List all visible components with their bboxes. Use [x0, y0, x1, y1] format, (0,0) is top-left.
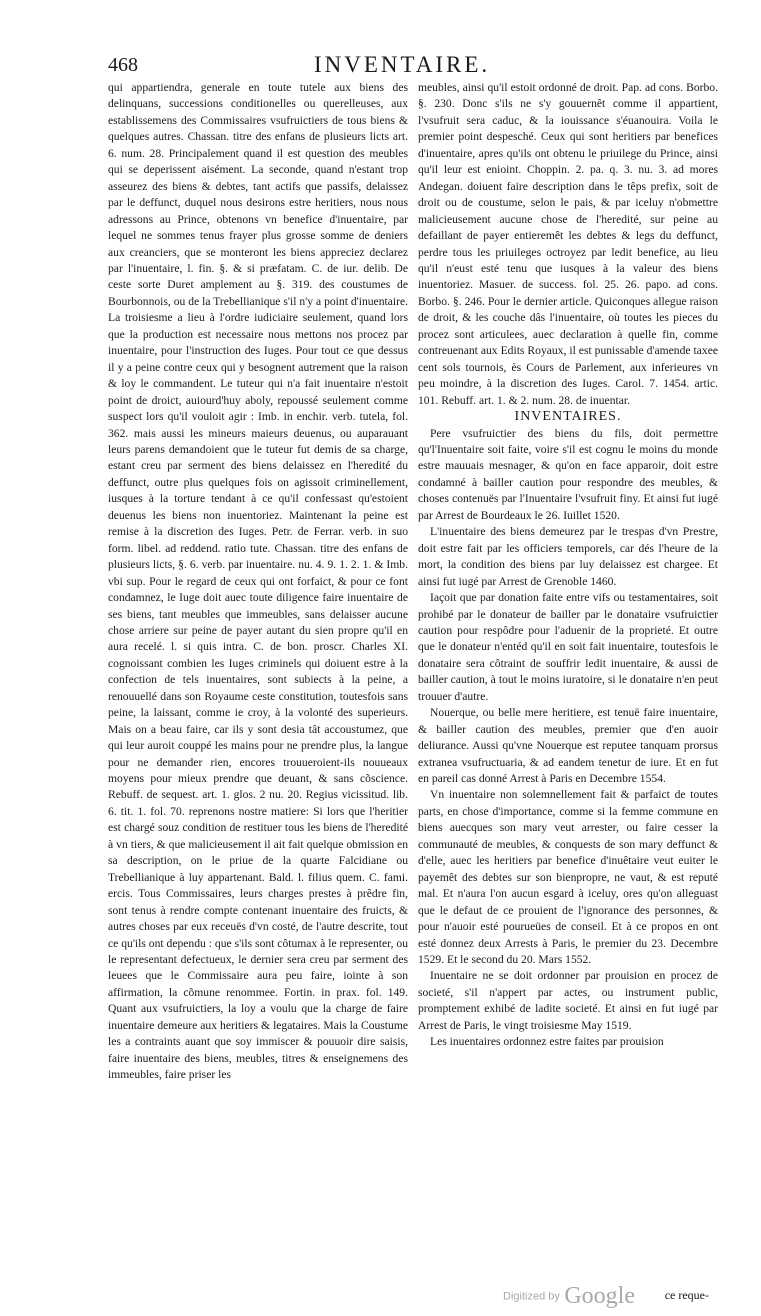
entry-paragraph: Vn inuentaire non solemnellement fait & parfaict de toutes parts, en chose d'importance, comme si la femme commune en biens auecques son mary veut arrester, ou faire cesser la communauté de meubles, & conquests de son mary deffunct & d'elle, auec les heritiers par benefice d'inuêtaire veut euiter le payemêt des debtes sur son bienpropre, ne vaut, & est reputé mal. Et n'aura l'on aucun esgard à iceluy, ores qu'on alleguast que le defaut de ce prouient de l'ignorance des personnes, & pour n'auoir esté pourueües de conseil. Et à ce propos en ont esté donnez deux Arrests à Paris, le premier du 23. Decembre 1529. Et le second du 20. Mars 1552. [418, 788, 718, 967]
google-logo: Google [564, 1283, 635, 1309]
left-column-paragraph: qui appartiendra, generale en toute tutele aux biens des delinquans, successions conditionelles ou querelleuses, aux establissemens des Commissaires vsufruictiers de tous biens & quelques autres. Chassan. titre des enfans de plusieurs licts art. 6. num. 28. Principalement quand il est question des meubles qui se deperissent aisément. La seconde, quand n'estant trop asseurez des biens & debtes, tant actifs que passifs, delaissez par le deffunct, duquel nous desirons estre heritiers, nous nous adressons au Prince, obtenons vn benefice d'inuentaire, par lequel ne sommes tenus frayer plus grosse somme de deniers aux creanciers, que se monteront les biens appreciez declarez par l'inuentaire, l. fin. §. & si præfatam. C. de iur. delib. De ceste sorte Duret amplement au §. 319. des coustumes de Bourbonnois, ou de la Trebellianique s'il n'y a point d'inuentaire. La troisiesme a lieu à l'ordre iudiciaire seulement, quand lors que la production est necessaire nous mettons nos procez par inuentaire, pour l'instruction des Iuges. Pour tout ce que dessus il y a peine contre ceux qui y besognent autrement que la raison & loy le commandent. Le tuteur qui n'a fait inuentaire n'estoit point de droict, auiourd'huy aboly, repoussé seulement comme suspect lors qu'il vouloit agir : Imb. in enchir. verb. tutela, fol. 362. mais aussi les mineurs maieurs deuenus, ou auparauant leurs parens demandoient que le tuteur fut demis de sa charge, estant creu par serment des biens delaissez en l'heredité du deffunct, outre plus quelques fois on agissoit criminellement, iusques à la torture tendant à ce qu'il confessast qu'estoient deuenus les biens non inuentoriez. Maintenant la peine est remise à la discretion des Iuges. Petr. de Ferrar. verb. in suo form. libel. ad reddend. ratio tute. Chassan. titre des enfans de plusieurs licts, §. 6. verb. par inuentaire. nu. 4. 9. 1. 2. 1. & Imb. vbi sup. Pour le regard de ceux qui ont forfaict, & pour ce font condamnez, le Iuge doit auec toute diligence faire inuentaire de ses biens, tant meubles que immeubles, sans delaisser aucune chose arriere sur peine de payer autant du sien propre qu'il en aura recelé. l. si quis intra. C. de bon. proscr. Charles XI. cognoissant combien les Iuges criminels qui doiuent estre à la confection de tels inuentaires, sont subiects à la peine, a renouuellé dans son Royaume ceste constitution, toutesfois sans peine, la laissant, comme ie croy, à la volonté des superieurs. Mais on a beau faire, car ils y sont desia tât accoustumez, que qui leur auroit couppé les mains pour ne prendre plus, la langue pour ne demander rien, encores trouueroient-ils nouueaux moyens pour mieux prendre que deuant, & sans cõscience. Rebuff. de sequest. art. 1. glos. 2 nu. 20. Regius vicissitud. lib. 6. tit. 1. fol. 70. reprenons nostre matiere: Si lors que l'heritier est chargé souz condition de restituer tous les biens de l'heredité à vn tiers, & que malicieusement il ait fait quelque obmission en sa description, on le priue de la quarte Falcidiane ou Trebellianique à luy appartenant. Bald. l. filius quem. C. fami. ercis. Tous Commissaires, leurs charges prestes à prêdre fin, sont tenus à rendre compte contenant inuentaire des fruicts, & autres choses par eux receuës d'vn costé, de l'autre descrite, tout ce qu'ils ont dependu : que s'ils sont côtumax à le representer, ou le representant defectueux, le dernier sera creu par serment des leuees que le Commissaire aura peu faire, iointe à son affirmation, la cõmune renommee. Fortin. in prax. fol. 149. Quant aux vsufruictiers, la loy a voulu que la charge de faire inuentaire demeure aux heritiers & legataires. Mais la Coustume les a contraints auant que soy immiscer & pouuoir dire saisis, faire inuentaire des biens, meubles, titres & enseignemens des immeubles, faire priser les [108, 81, 408, 1082]
entries-block [418, 426, 718, 1051]
right-column-paragraph: meubles, ainsi qu'il estoit ordonné de droit. Pap. ad cons. Borbo. §. 230. Donc s'ils ne s'y gouuernêt comme il appartient, l'vsufruit sera caduc, & la iouissance s'éuanouira. Voila le premier point despesché. Ceux qui sont heritiers par benefices d'inuentaire, apres qu'ils ont obtenu le priuilege du Prince, ainsi qu'il leur est enioint. Choppin. 2. pa. q. 3. nu. 3. ad mores Andegan. doiuent faire description dans le têps prefix, soit de droit ou de coustume, selon le pais, & par iceluy n'obmettre malicieusement aucune chose de l'heredité, sur peine au defaillant de payer entieremêt les debtes & legs du deffunct, perdre tous les priuileges octroyez par ledit benefice, au lieu qu'il n'eust esté tenu que iusques à la valeur des biens inuentoriez. Masuer. de success. fol. 25. 26. papo. ad cons. Borbo. §. 246. Pour le dernier article. Quiconques allegue raison de droit, & les couche dâs l'inuentaire, où toutes les pieces du procez sont articulees, auec declaration à quelle fin, comme contreuenant aux Edits Royaux, il est punissable d'amende taxee cent sols tournois, ès Cours de Parlement, aux inferieures vn peu moindre, à la discretion des Iuges. Carol. 7. 1454. artic. 101. Rebuff. art. 1. & 2. num. 28. de inuentar. [418, 81, 718, 407]
page-number: 468 [108, 54, 138, 76]
watermark-prefix: Digitized by [503, 1290, 560, 1303]
entry-paragraph: Iaçoit que par donation faite entre vifs ou testamentaires, soit prohibé par le donateur de bailler par le donataire vsufruictier caution pour respôdre pour l'aduenir de la proprieté. Et outre que le donateur n'entéd qu'il en soit fait inuentaire, toutesfois le donataire sera côtraint de souffrir ledit inuentaire, & aussi de bailler caution, à tout le moins iuratoire, si le donataire n'en peut trouuer d'autre. [418, 591, 718, 703]
entry-paragraph: L'inuentaire des biens demeurez par le trespas d'vn Prestre, doit estre fait par les officiers temporels, car dés l'heure de la mort, la condition des biens par luy delaissez est chargee. Et ainsi fut iugé par Arrest de Grenoble 1460. [418, 525, 718, 588]
digitized-watermark [503, 1283, 635, 1310]
page-header [108, 50, 718, 84]
entry-paragraph: Inuentaire ne se doit ordonner par prouision en procez de societé, s'il n'appert par actes, ou instrument public, promptement exhibé de ladite societé. Et ainsi en fut iugé par Arrest de Paris, le vingt troisiesme May 1519. [418, 969, 718, 1032]
catchword: ce reque- [664, 1288, 709, 1302]
section-heading: INVENTAIRES. [514, 409, 622, 425]
right-column [418, 80, 718, 1051]
entry-paragraph: Nouerque, ou belle mere heritiere, est tenuë faire inuentaire, & bailler caution des meubles, premier que d'en auoir deliurance. Aussi qu'vne Nouerque est reputee tanquam prorsus extranea vsufructuaria, & ad eandem tenetur de iure. Et en fut en pareil cas donné Arrest à Paris en Decembre 1554. [418, 706, 718, 786]
left-column [108, 80, 408, 1084]
running-title: INVENTAIRE. [314, 52, 491, 77]
entry-paragraph: Les inuentaires ordonnez estre faites par prouision [430, 1035, 664, 1049]
entry-paragraph: Pere vsufruictier des biens du fils, doit permettre qu'l'Inuentaire soit faite, voire s'il est cognu le moins du monde estre mauuais mesnager, & qu'on en face apparoir, doit estre condamné à bailler caution pour respondre des meubles, & choses contenuës par l'Inuentaire l'vsufruit finy. Et ainsi fut iugé par Arrest de Bourdeaux le 26. Iuillet 1520. [418, 426, 718, 522]
